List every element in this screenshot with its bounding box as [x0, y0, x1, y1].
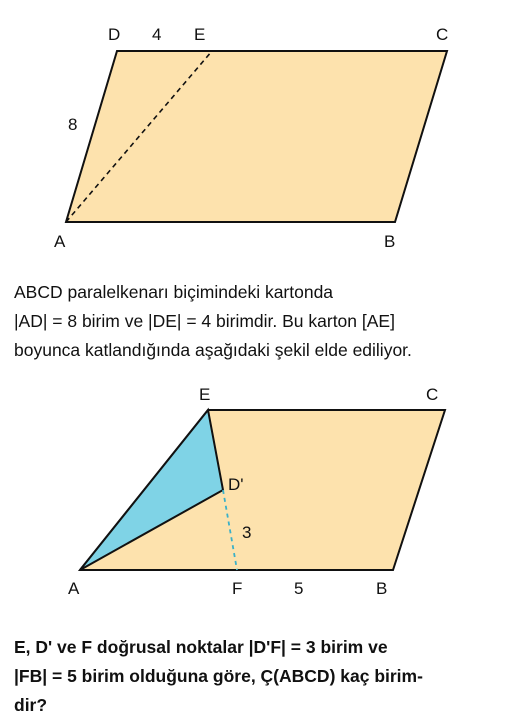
question-line-1: E, D' ve F doğrusal noktalar |D'F| = 3 birim ve: [14, 637, 388, 657]
folded-shape: [80, 410, 445, 570]
vertex-label-c: C: [426, 385, 439, 404]
problem-line-3: boyunca katlandığında aşağıdaki şekil elde ediliyor.: [14, 340, 412, 360]
segment-label-de: 4: [152, 25, 162, 44]
vertex-label-a: A: [54, 232, 66, 251]
question-line-2: |FB| = 5 birim olduğuna göre, Ç(ABCD) kaç birim-: [14, 666, 423, 686]
vertex-label-f: F: [232, 579, 243, 598]
question-line-3: dir?: [14, 695, 48, 715]
question-statement: [14, 633, 504, 720]
vertex-label-c: C: [436, 25, 449, 44]
vertex-label-e: E: [199, 385, 211, 404]
segment-label-d1f: 3: [242, 523, 252, 542]
vertex-label-a: A: [68, 579, 80, 598]
problem-line-2: |AD| = 8 birim ve |DE| = 4 birimdir. Bu karton [AE]: [14, 311, 395, 331]
vertex-label-e: E: [194, 25, 206, 44]
segment-label-ad: 8: [68, 115, 78, 134]
problem-statement: [14, 278, 504, 365]
folded-figure: [0, 370, 510, 610]
segment-label-fb: 5: [294, 579, 304, 598]
vertex-label-b: B: [376, 579, 388, 598]
parallelogram-abcd: [66, 51, 447, 222]
vertex-label-d-prime: D': [228, 475, 244, 494]
parallelogram-figure: [0, 0, 510, 260]
vertex-label-b: B: [384, 232, 396, 251]
problem-line-1: ABCD paralelkenarı biçimindeki kartonda: [14, 282, 334, 302]
vertex-label-d: D: [108, 25, 121, 44]
